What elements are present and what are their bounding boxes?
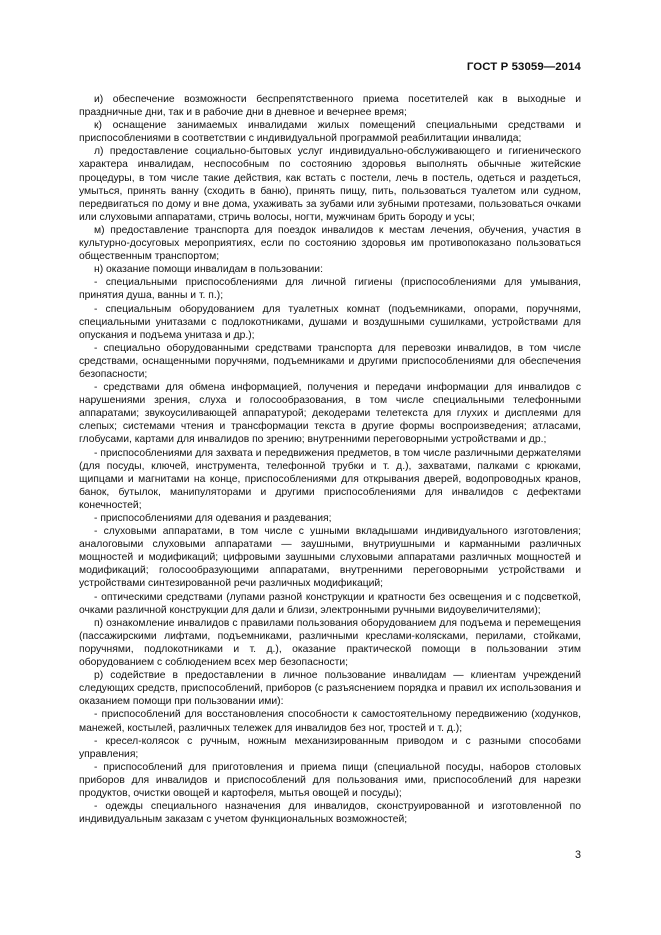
list-item-hearing-aids: - слуховыми аппаратами, в том числе с ушными вкладышами индивидуального изготовления; аналоговыми слуховыми аппаратами — заушными, внутриушными и карманными различных мощностей и модификаций; цифровыми заушными слуховыми аппаратами различных мощностей и модификаций; голосообразующими аппаратами, внутренними переговорными устройствами и устройствами синтезированной речи различных модификаций; — [79, 526, 581, 590]
paragraph-r: р) содействие в предоставлении в личное пользование инвалидам — клиентам учреждений следующих средств, приспособлений, приборов (с разъяснением порядка и правил их использования и оказанием помощи при пользовании ими): — [79, 670, 581, 708]
paragraph-n: н) оказание помощи инвалидам в пользовании: — [94, 264, 323, 276]
paragraph-l: л) предоставление социально-бытовых услуг индивидуально-обслуживающего и гигиенического характера инвалидам, неспособным по состоянию здоровья выполнять обычные житейские процедуры, в том числе такие действия, как встать с постели, лечь в постель, одеться и раздеться, умыться, принять ванну (сходить в баню), принять пищу, пить, пользоваться туалетом или судном, передвигаться по дому и вне дома, ухаживать за зубами или зубными протезами, пользоваться очками или слуховыми аппаратами, стричь волосы, ногти, мужчинам брить бороду и усы; — [79, 146, 581, 223]
list-item-mobility: - приспособлений для восстановления способности к самостоятельному передвижению (ходунков, манежей, костылей, различных тележек для инвалидов без ног, тростей и т. д.); — [79, 709, 581, 734]
standard-code: ГОСТ Р 53059—2014 — [466, 61, 581, 73]
list-item-food: - приспособлений для приготовления и приема пищи (специальной посуды, наборов столовых приборов для инвалидов и приспособлений для пользования ими, приспособлений для нарезки продуктов, очистки овощей и картофеля, мытья овощей и посуды); — [79, 761, 581, 799]
document-body — [79, 93, 581, 826]
paragraph-m: м) предоставление транспорта для поездок инвалидов к местам лечения, обучения, участия в культурно-досуговых мероприятиях, если по состоянию здоровья им противопоказано пользоваться общественным транспортом; — [79, 224, 581, 263]
paragraph-p: п) ознакомление инвалидов с правилами пользования оборудованием для подъема и перемещения (пассажирскими лифтами, подъемниками, различными креслами-колясками, перилами, стойками, поручнями, подлокотниками и т. д.), оказание практической помощи в пользовании этим оборудованием с соблюдением всех мер безопасности; — [79, 617, 581, 669]
document-header — [467, 61, 581, 73]
paragraph-i: и) обеспечение возможности беспрепятственного приема посетителей как в выходные и праздничные дни, так и в рабочие дни в дневное и вечернее время; — [79, 94, 581, 119]
list-item-hygiene: - специальными приспособлениями для личной гигиены (приспособлениями для умывания, принятия душа, ванны и т. п.); — [79, 277, 581, 302]
list-item-dressing: - приспособлениями для одевания и раздевания; — [94, 513, 332, 524]
page-number: 3 — [574, 849, 581, 861]
list-item-optical: - оптическими средствами (лупами разной конструкции и кратности без освещения и с подсветкой, очками различной конструкции для дали и близи, электронными ручными видоувеличителями); — [79, 591, 581, 616]
list-item-toilet-equipment: - специальным оборудованием для туалетных комнат (подъемниками, опорами, поручнями, специальными унитазами с подлокотниками, душами и воздушными сушилками, устройствами для опускания и подъема унитаза и др.); — [79, 303, 581, 341]
list-item-grip-devices: - приспособлениями для захвата и передвижения предметов, в том числе различными держателями (для посуды, ключей, инструмента, телефонной трубки и т. д.), захватами, палками с крюками, щипцами и магнитами на конце, приспособлениями для открывания дверей, водопроводных кранов, банок, бутылок, манипуляторами и другими приспособлениями для инвалидов с дефектами конечностей; — [79, 447, 581, 511]
list-item-transport: - специально оборудованными средствами транспорта для перевозки инвалидов, в том числе средствами, оснащенными поручнями, подъемниками и другими приспособлениями для обеспечения безопасности; — [79, 342, 581, 380]
paragraph-k: к) оснащение занимаемых инвалидами жилых помещений специальными средствами и приспособлениями в соответствии с индивидуальной программой реабилитации инвалида; — [79, 120, 581, 145]
list-item-wheelchairs: - кресел-колясок с ручным, ножным механизированным приводом и с разными способами управления; — [79, 735, 581, 760]
list-item-clothing: - одежды специального назначения для инвалидов, сконструированной и изготовленной по индивидуальным заказам с учетом функциональных возможностей; — [79, 801, 581, 826]
list-item-information-exchange: - средствами для обмена информацией, получения и передачи информации для инвалидов с нарушениями зрения, слуха и голосообразования, в том числе специальными телефонными аппаратами; звукоусиливающей аппаратурой; декодерами телетекста для глухих и дисплеями для слепых; системами чтения и трансформации текста в другие формы воспроизведения; атласами, глобусами, картами для инвалидов по зрению; внутренними переговорными устройствами и др.; — [79, 382, 581, 446]
